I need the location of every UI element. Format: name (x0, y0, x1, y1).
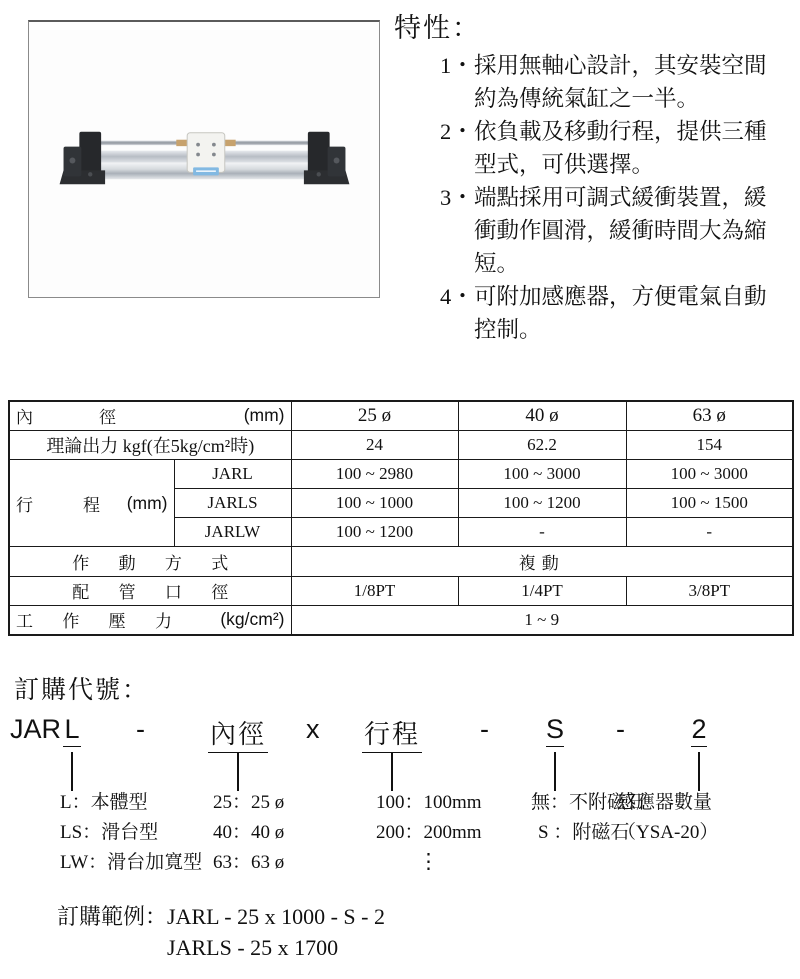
feature-text: 採用無軸心設計，其安裝空間約為傳統氣缸之一半。 (474, 53, 767, 111)
row-unit-bore: (mm) (243, 405, 285, 426)
features-section (394, 6, 796, 346)
feature-number: 1・ (440, 53, 474, 78)
row-label-force: 理論出力 kgf(在5kg/cm²時) (9, 430, 291, 459)
leader-line-stroke (391, 752, 393, 791)
legend-stroke-200: 200：200mm (376, 822, 482, 843)
force-value-63: 154 (626, 430, 793, 459)
bore-value-40: 40 ø (458, 401, 626, 430)
code-prefix: JAR (10, 714, 62, 744)
ordering-title: 訂購代號： (14, 677, 150, 704)
legend-sensor-count: 感應器數量 (617, 792, 713, 813)
spec-table (8, 400, 794, 636)
table-row-pressure (9, 605, 793, 634)
table-row-port (9, 576, 793, 605)
stroke-jarls-63: 100 ~ 1500 (626, 489, 793, 518)
bore-value-63: 63 ø (626, 401, 793, 430)
ordering-example (57, 901, 385, 963)
action-value: 複動 (291, 547, 793, 576)
bore-value-25: 25 ø (291, 401, 458, 430)
stroke-jarls-25: 100 ~ 1000 (291, 489, 458, 518)
port-value-63: 3/8PT (626, 576, 793, 605)
stroke-jarl-40: 100 ~ 3000 (458, 459, 626, 488)
stroke-jarlw-40: - (458, 518, 626, 547)
slider-block (187, 133, 225, 173)
code-dash-2: - (480, 714, 489, 744)
legend-bore-40: 40：40 ø (213, 822, 285, 843)
legend-stroke (376, 788, 482, 874)
code-bore: 內徑 (208, 714, 268, 753)
rodless-cylinder-photo (29, 22, 379, 297)
force-value-25: 24 (291, 430, 458, 459)
code-magnet: S (546, 714, 564, 747)
example-line-2: JARLS - 25 x 1700 (167, 935, 339, 960)
feature-item (394, 115, 796, 181)
legend-bore (213, 788, 284, 878)
model-jarls: JARLS (174, 489, 291, 518)
feature-item (394, 49, 796, 115)
stroke-jarls-40: 100 ~ 1200 (458, 489, 626, 518)
row-unit-pressure: (kg/cm²) (220, 609, 285, 630)
product-photo-frame (28, 20, 380, 298)
legend-magnet-none: 無：不附磁石 (531, 792, 646, 813)
row-label-pressure: 工 作 壓 力 (16, 612, 172, 632)
table-row-bore (9, 401, 793, 430)
row-label-action: 作 動 方 式 (72, 554, 229, 574)
port-value-25: 1/8PT (291, 576, 458, 605)
leader-line-sensors (698, 752, 700, 791)
legend-magnet-s: S ：附磁石 (538, 822, 630, 843)
right-fitting (224, 140, 236, 146)
feature-item (394, 181, 796, 280)
feature-number: 3・ (440, 185, 474, 210)
row-label-port: 配 管 口 徑 (72, 583, 229, 603)
leader-line-magnet (554, 752, 556, 791)
row-label-bore: 內 徑 (16, 408, 116, 428)
legend-stroke-ellipsis: ⋮ (418, 849, 439, 873)
code-dash-3: - (616, 714, 625, 744)
legend-type-lw: LW：滑台加寬型 (60, 852, 203, 873)
pressure-value: 1 ~ 9 (291, 605, 793, 634)
code-times: x (306, 714, 320, 744)
legend-bore-63: 63：63 ø (213, 852, 285, 873)
feature-text: 可附加感應器，方便電氣自動控制。 (474, 284, 767, 342)
code-sensors: 2 (691, 714, 707, 747)
feature-text: 端點採用可調式緩衝裝置，緩衝動作圓滑，緩衝時間大為縮短。 (474, 185, 767, 276)
model-jarlw: JARLW (174, 518, 291, 547)
feature-number: 2・ (440, 119, 474, 144)
leader-line-bore (237, 752, 239, 791)
stroke-jarl-63: 100 ~ 3000 (626, 459, 793, 488)
legend-bore-25: 25：25 ø (213, 792, 285, 813)
legend-type-l: L：本體型 (60, 792, 148, 813)
table-row-action (9, 547, 793, 576)
port-value-40: 1/4PT (458, 576, 626, 605)
stroke-jarlw-63: - (626, 518, 793, 547)
stroke-jarl-25: 100 ~ 2980 (291, 459, 458, 488)
legend-type-ls: LS：滑台型 (60, 822, 159, 843)
feature-text: 依負載及移動行程，提供三種型式，可供選擇。 (474, 119, 767, 177)
legend-sensor-model: （YSA-20） (617, 822, 719, 843)
right-end-mount (304, 132, 350, 184)
example-label: 訂購範例： (57, 904, 168, 929)
force-value-40: 62.2 (458, 430, 626, 459)
ordering-code-diagram (0, 714, 800, 754)
features-title: 特性： (394, 13, 481, 43)
leader-line-type (71, 752, 73, 791)
feature-item (394, 280, 796, 346)
left-end-mount (60, 132, 106, 184)
legend-sensor (617, 788, 718, 848)
stroke-jarlw-25: 100 ~ 1200 (291, 518, 458, 547)
row-unit-stroke: (mm) (126, 492, 168, 513)
legend-type (60, 788, 202, 878)
model-jarl: JARL (174, 459, 291, 488)
code-type: L (63, 714, 81, 747)
left-fitting (176, 140, 188, 146)
table-row-force (9, 430, 793, 459)
code-stroke: 行程 (362, 714, 422, 753)
legend-stroke-100: 100：100mm (376, 792, 482, 813)
example-line-1: JARL - 25 x 1000 - S - 2 (167, 904, 385, 929)
code-dash-1: - (136, 714, 145, 744)
row-label-stroke: 行 程 (16, 495, 100, 515)
brand-label-text (196, 170, 216, 172)
table-row-stroke-jarl (9, 459, 793, 488)
feature-number: 4・ (440, 284, 474, 309)
